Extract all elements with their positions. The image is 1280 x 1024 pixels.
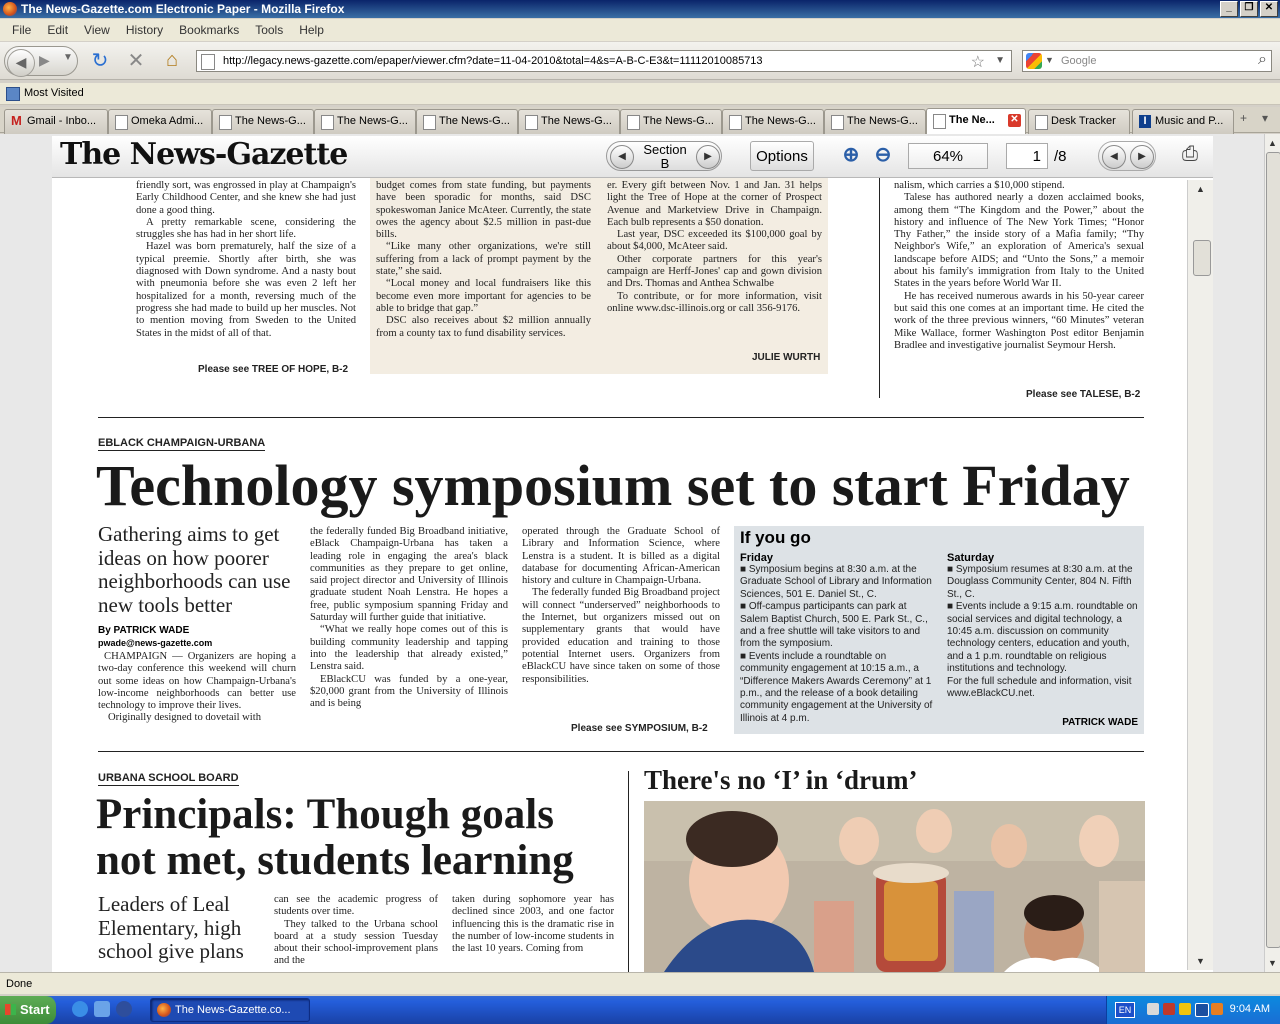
section-value: B [660,156,670,171]
friday-item: ■ Events include a roundtable on community engagement at 10:15 a.m., a “Difference Makers Awards Ceremony” at 1 p.m., and the release of a book detailing community engagement at the University of Illinois at 4 p.m. [740,650,933,724]
zoom-level[interactable]: 64% [908,143,988,169]
menu-tools[interactable]: Tools [255,23,284,37]
bookmarks-toolbar [0,83,1280,105]
top-story-column-1 [136,180,356,340]
scroll-up-icon[interactable]: ▲ [1196,184,1205,194]
antivirus-icon[interactable] [1195,1003,1209,1017]
tab-bar [0,107,1280,133]
story1-column-2 [310,526,508,710]
tab-label: Gmail - Inbo... [27,115,97,127]
security-icon[interactable] [1163,1003,1175,1015]
tab-news-gazette-3[interactable] [416,109,518,134]
text-paragraph: DSC also receives about $2 million annually from a county tax to fund disability services. [376,315,591,339]
section-divider [98,751,1144,752]
close-tab-icon[interactable]: ✕ [1008,114,1021,127]
story2-kicker: URBANA SCHOOL BOARD [98,772,239,784]
friday-details [740,564,936,725]
page-icon [627,115,640,130]
author-email: pwade@news-gazette.com [98,638,213,648]
tab-news-gazette-active[interactable] [926,108,1026,135]
options-button[interactable]: Options [750,141,814,171]
window-title: The News-Gazette.com Electronic Paper - Mozilla Firefox [21,2,345,16]
tab-desk-tracker[interactable] [1028,109,1130,134]
photo-image [644,801,1145,972]
tab-label: The News-G... [439,115,510,127]
page-icon [831,115,844,130]
saturday-item: For the full schedule and information, visit www.eBlackCU.net. [947,675,1132,700]
page-icon [321,115,334,130]
tab-news-gazette-6[interactable] [722,109,824,134]
classroom-drum-photo [644,801,1145,972]
page-icon [423,115,436,130]
text-paragraph: operated through the Graduate School of Library and Information Science, where Lenstra is a student. It is billed as a digital database for documenting African-American history and culture in Champaign-Urbana. [522,526,720,587]
firefox-icon [3,2,17,16]
menu-bar [0,19,1280,41]
tab-label: Omeka Admi... [131,115,204,127]
story-kicker: EBLACK CHAMPAIGN-URBANA [98,437,266,449]
home-icon[interactable]: ⌂ [165,49,179,71]
byline: By PATRICK WADE [98,625,190,636]
minimize-button[interactable]: _ [1220,1,1238,17]
story1-column-3 [522,526,720,686]
text-paragraph: Hazel was born prematurely, half the size of a typical preemie. Shortly after birth, she was diagnosed with Down syndrome. And a nasty bout with pneumonia before she was even 2 left her hospitalized for a month, reversing much of the progress she had made to build up her muscles. Not to mention moving from Sweden to the United States in the midst of all of that. [136,241,356,339]
text-paragraph: budget comes from state funding, but payments have been sporadic for months, said DSC spokeswoman Janice McAteer. Currently, the state owes the agency about $2.5 million in past-due bills. [376,180,591,241]
page-icon [525,115,538,130]
if-you-go-title: If you go [740,528,811,547]
clock: 9:04 AM [1229,1003,1270,1015]
page-icon [729,115,742,130]
list-tabs-icon[interactable]: ▾ [1262,111,1269,125]
viewer-scroll-thumb[interactable] [1193,240,1211,276]
illinois-icon: I [1139,115,1151,128]
history-dropdown-icon[interactable]: ▼ [63,52,73,63]
search-engine-dropdown-icon[interactable]: ▼ [1045,55,1054,65]
tab-omeka[interactable] [108,109,212,134]
url-bar[interactable] [196,50,1012,72]
text-paragraph: friendly sort, was engrossed in play at Champaign's Early Childhood Center, and she knew she had just done a good thing. [136,180,356,216]
text-paragraph: er. Every gift between Nov. 1 and Jan. 31 helps light the Tree of Hope at the corner of Prospect Avenue and Marketview Drive in Champaign. Each bulb represents a $50 donation. [607,180,822,228]
start-button[interactable]: Start [0,996,56,1024]
search-placeholder: Google [1061,55,1097,67]
status-text: Done [6,978,33,990]
top-story-column-4 [894,180,1144,352]
ie-icon[interactable] [72,1001,88,1017]
section-label-text: Section [643,142,687,157]
saturday-heading: Saturday [947,552,995,564]
text-paragraph: Originally designed to dovetail with [108,712,261,724]
search-bar[interactable] [1022,50,1272,72]
back-forward-group [4,46,78,76]
text-paragraph: EBlackCU was funded by a one-year, $20,000 grant from the University of Illinois and is being [310,673,508,710]
tab-gmail[interactable] [4,109,108,134]
story2-column-2 [274,894,438,968]
text-paragraph: taken during sophomore year has declined since 2003, and one factor influencing this is the dramatic rise in the number of low-income students in the last 10 years. Coming from [452,894,614,955]
top-story-column-3 [607,180,822,315]
tab-label: The News-G... [337,115,408,127]
jump-line-tree-of-hope: Please see TREE OF HOPE, B-2 [198,364,349,375]
text-paragraph: A pretty remarkable scene, considering the struggles she has had in her short life. [136,216,356,241]
photo-credit: JULIE WURTH [752,352,821,363]
page-icon [115,115,128,130]
close-button[interactable]: ✕ [1260,1,1278,17]
tab-news-gazette-7[interactable] [824,109,926,134]
media-player-icon[interactable] [116,1001,132,1017]
new-tab-icon[interactable]: + [1240,111,1248,125]
text-paragraph: Talese has authored nearly a dozen acclaimed books, among them “The Kingdom and the Power,” about the history and influence of The New York Times; “Honor Thy Father,” the inside story of a Mafia family; “Thy Neighbor's Wife,” an exploration of America's sexual landscape before AIDS; and “Unto the Sons,” a memoir about his family's immigration from Italy to the United States in the years before World War II. [894,192,1144,290]
language-indicator[interactable]: EN [1115,1002,1135,1018]
friday-heading: Friday [740,552,774,564]
next-section-icon[interactable]: ▶ [696,145,720,169]
section-label [635,143,695,171]
page-scrollbar[interactable] [1264,134,1280,972]
friday-item: ■ Off-campus participants can park at Salem Baptist Church, 500 E. Park St., C., and a free shuttle will take visitors to and from the symposium. [740,601,928,650]
title-bar [0,0,1280,18]
text-paragraph: Other corporate partners for this year's campaign are Herff-Jones' cap and gown division and Drs. Thomas and Anthea Schwalbe [607,253,822,290]
page-scroll-thumb[interactable] [1266,152,1280,948]
story2-column-3 [452,894,614,955]
search-icon[interactable]: ⌕ [1258,51,1267,68]
story2-headline-line-1: Principals: Though goals [96,791,554,838]
page-navigation [1098,141,1156,171]
tab-label: The News-G... [847,115,918,127]
google-icon[interactable] [1026,53,1042,69]
tab-music[interactable] [1132,109,1234,134]
section-divider [98,417,1144,418]
taskbar-firefox-window[interactable]: The News-Gazette.co... [150,998,310,1022]
volume-icon[interactable] [1147,1003,1159,1015]
menu-help[interactable]: Help [299,23,324,37]
tab-label: Music and P... [1155,115,1224,127]
viewer-scrollbar[interactable] [1187,180,1213,970]
top-story-column-2 [376,180,591,340]
page-icon [933,114,946,129]
menu-edit[interactable]: Edit [47,23,69,37]
text-paragraph: “Local money and local fundraisers like this become even more important for agencies to be able to bridge that gap.” [376,278,591,314]
text-paragraph: To contribute, or for more information, visit online www.dsc-illinois.org or call 356-9176. [607,290,822,314]
text-paragraph: CHAMPAIGN — Organizers are hoping a two-day conference this weekend will churn out some ideas on how Champaign-Urbana's low-income neighborhoods can better use technology to improve their lives. [98,651,296,712]
column-rule [879,178,880,398]
text-paragraph: can see the academic progress of students over time. [274,894,438,918]
page-total: /8 [1054,148,1067,165]
print-icon[interactable]: ⎙ [1182,143,1198,165]
text-paragraph: They talked to the Urbana school board at a study session Tuesday about their school-improvement plans and the [274,918,438,967]
text-paragraph: nalism, which carries a $10,000 stipend. [894,180,1065,191]
zoom-out-icon[interactable]: ⊖ [874,144,892,166]
story1-column-1 [98,651,296,725]
if-you-go-box [734,526,1144,734]
story-headline: Technology symposium set to start Friday [96,453,1130,518]
page-number-input[interactable]: 1 [1006,143,1048,169]
text-paragraph: He has received numerous awards in his 50-year career but said this one comes at an important time. He cited the work of the three previous winners, “60 Minutes” veteran Mike Wallace, former Washington Post editor Benjamin Bradlee and investigative journalist Seymour Hersh. [894,290,1144,351]
tab-news-gazette-5[interactable] [620,109,722,134]
saturday-item: ■ Events include a 9:15 a.m. roundtable on social services and digital technology, a 10:45 a.m. discussion on community technology centers, education and youth, and a 1 p.m. roundtable on religious institutions and technology. [947,601,1138,675]
story2-headline-line-2: not met, students learning [96,837,574,884]
menu-bookmarks[interactable]: Bookmarks [179,23,240,37]
newspaper-logo: The News-Gazette [60,137,348,172]
box-credit: PATRICK WADE [1062,717,1138,728]
menu-history[interactable]: History [125,23,164,37]
reload-icon[interactable]: ↻ [91,50,109,72]
bookmark-most-visited[interactable]: Most Visited [24,87,84,99]
saturday-item: ■ Symposium resumes at 8:30 a.m. at the Douglass Community Center, 804 N. Fifth St., C. [947,564,1133,600]
section-selector [606,141,722,171]
back-icon[interactable]: ◀ [7,49,35,77]
tab-label: The Ne... [949,114,995,126]
story-deck: Gathering aims to get ideas on how poorer neighborhoods can use new tools better [98,522,291,617]
tab-label: Desk Tracker [1051,115,1116,127]
tab-label: The News-G... [745,115,816,127]
most-visited-icon [6,87,20,101]
photo-headline: There's no ‘I’ in ‘drum’ [644,765,918,795]
tab-news-gazette-2[interactable] [314,109,416,134]
url-dropdown-icon[interactable]: ▼ [995,55,1005,66]
stop-icon[interactable]: ✕ [127,50,145,72]
zoom-in-icon[interactable]: ⊕ [842,144,860,166]
page-icon [201,54,215,70]
menu-file[interactable]: File [12,23,32,37]
saturday-details [947,564,1139,700]
scroll-down-icon[interactable]: ▼ [1196,956,1205,966]
forward-icon[interactable]: ▶ [39,52,50,68]
tab-label: The News-G... [643,115,714,127]
previous-section-icon[interactable]: ◀ [610,145,634,169]
tab-label: The News-G... [235,115,306,127]
story2-deck: Leaders of Leal Elementary, high school give plans [98,892,244,963]
previous-page-icon[interactable]: ◀ [1102,145,1126,169]
text-paragraph: The federally funded Big Broadband project will connect “underserved” neighborhoods to the Internet, but organizers missed out on supplementary grants that would have provided education and training to those potential Internet users. Organizers from eBlackCU have since taken on some of those responsibilities. [522,587,720,685]
newspaper-page [52,178,1213,972]
url-text: http://legacy.news-gazette.com/epaper/viewer.cfm?date=11-04-2010&total=4&s=A-B-C-E3&t=11112010085713 [223,55,763,67]
page-icon [1035,115,1048,130]
tab-label: The News-G... [541,115,612,127]
text-paragraph: Last year, DSC exceeded its $100,000 goal by about $4,000, McAteer said. [607,229,822,253]
page-icon [219,115,232,130]
text-paragraph: “What we really hope comes out of this is building community leadership and tapping into the leadership that already existed,” Lenstra said. [310,624,508,673]
text-paragraph: “Like many other organizations, we're still suffering from a lack of prompt payment by the state,” she said. [376,241,591,278]
bookmark-star-icon[interactable]: ☆ [970,54,985,71]
gmail-icon: M [11,113,22,128]
column-rule [628,771,629,972]
text-paragraph: the federally funded Big Broadband initiative, eBlack Champaign-Urbana has taken a leading role in engaging the area's black communities as they prepare to get online, said project director and University of Illinois graduate student Noah Lenstra. He hopes a free, public symposium spanning Friday and Saturday will further guide that initiative. [310,526,508,624]
scroll-down-icon[interactable]: ▼ [1268,958,1277,968]
tab-news-gazette-4[interactable] [518,109,620,134]
system-tray [1106,996,1280,1024]
update-icon[interactable] [1211,1003,1223,1015]
jump-line-symposium: Please see SYMPOSIUM, B-2 [571,723,708,734]
outlook-icon[interactable] [94,1001,110,1017]
menu-view[interactable]: View [84,23,110,37]
friday-item: ■ Symposium begins at 8:30 a.m. at the Graduate School of Library and Information Sciences, 501 E. Daniel St., C. [740,564,932,600]
jump-line-talese: Please see TALESE, B-2 [1026,389,1141,400]
network-icon[interactable] [1179,1003,1191,1015]
scroll-up-icon[interactable]: ▲ [1268,138,1277,148]
tab-news-gazette-1[interactable] [212,109,314,134]
restore-button[interactable]: ❐ [1240,1,1258,17]
next-page-icon[interactable]: ▶ [1130,145,1154,169]
status-bar [0,972,1280,994]
